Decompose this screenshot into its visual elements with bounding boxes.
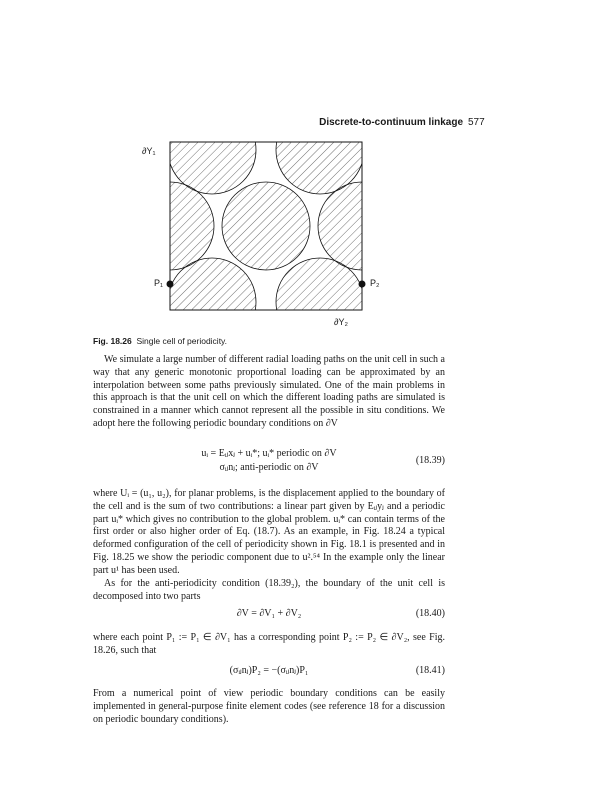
particle-right [318, 182, 406, 270]
equation-18-40 [93, 608, 445, 621]
particle-left [140, 182, 214, 270]
particle-bottom-right [276, 258, 364, 332]
running-head: Discrete-to-continuum linkage [319, 117, 463, 128]
particle-bottom-left [168, 258, 256, 332]
eq-1839-number: (18.39) [415, 455, 445, 466]
eq-1839-line1: uᵢ = Eᵢⱼxⱼ + uᵢ*; uᵢ* periodic on ∂V [201, 448, 337, 459]
paragraph-2: where Uᵢ = (u₁, u₂), for planar problems, is the displacement applied to the boundary of the cell and is the sum of two contributions: a linear part given by Eᵢⱼyⱼ and a periodic part uᵢ* which gives no contribution to the global problem. uᵢ* can contain terms of the first order or also higher order of Eq. (18.7). As an example, in Fig. 18.24 a typical deformed configuration of the cell of periodicity shown in Fig. 18.1 is presented and in Fig. 18.25 we show the periodic component due to u².⁵⁴ In the example only the linear part u¹ has been used. [93, 488, 445, 576]
hatched-particles [140, 132, 406, 332]
running-header [0, 117, 603, 131]
caption-text: Single cell of periodicity. [136, 336, 228, 346]
point-p2 [359, 281, 366, 288]
label-dy1: ∂Y₁ [142, 146, 156, 156]
eq-1840-number: (18.40) [415, 608, 445, 619]
equation-18-39-number [93, 455, 445, 468]
equation-18-41 [93, 665, 445, 678]
paragraph-5: From a numerical point of view periodic boundary conditions can be easily implemented in general-purpose finite element codes (see reference 18 for a discussion on periodic boundary conditions). [93, 688, 445, 725]
figure-unit-cell [140, 132, 460, 332]
caption-label: Fig. 18.26 [93, 336, 132, 346]
paragraph-3: As for the anti-periodicity condition (18.39₂), the boundary of the unit cell is decomposed into two parts [93, 578, 445, 602]
page-number: 577 [468, 117, 485, 128]
label-p2: P₂ [370, 278, 380, 288]
eq-1840-expr: ∂V = ∂V₁ + ∂V₂ [236, 608, 302, 619]
eq-1839-line2: σᵢⱼnⱼ; anti-periodic on ∂V [219, 462, 319, 473]
paragraph-4: where each point P₁ := P₁ ∈ ∂V₁ has a corresponding point P₂ := P₂ ∈ ∂V₂, see Fig. 18.26, such that [93, 632, 445, 656]
label-p1: P₁ [154, 278, 164, 288]
label-dy2: ∂Y₂ [334, 317, 348, 327]
eq-1841-expr: (σᵢⱼnⱼ)P₂ = −(σᵢⱼnⱼ)P₁ [229, 665, 309, 676]
eq-1841-number: (18.41) [415, 665, 445, 676]
point-p1 [167, 281, 174, 288]
unit-cell-diagram [140, 132, 460, 332]
figure-caption [93, 336, 227, 346]
particle-center [222, 182, 310, 270]
paragraph-1: We simulate a large number of different radial loading paths on the unit cell in such a way that any generic monotonic proportional loading can be approximated by an interpolation between some paths previously simulated. One of the main problems in this approach is that the unit cell on which the different loading paths are simulated is constrained in a manner which cannot represent all the possible in situ conditions. We adopt here the following periodic boundary conditions on ∂V [93, 354, 445, 429]
